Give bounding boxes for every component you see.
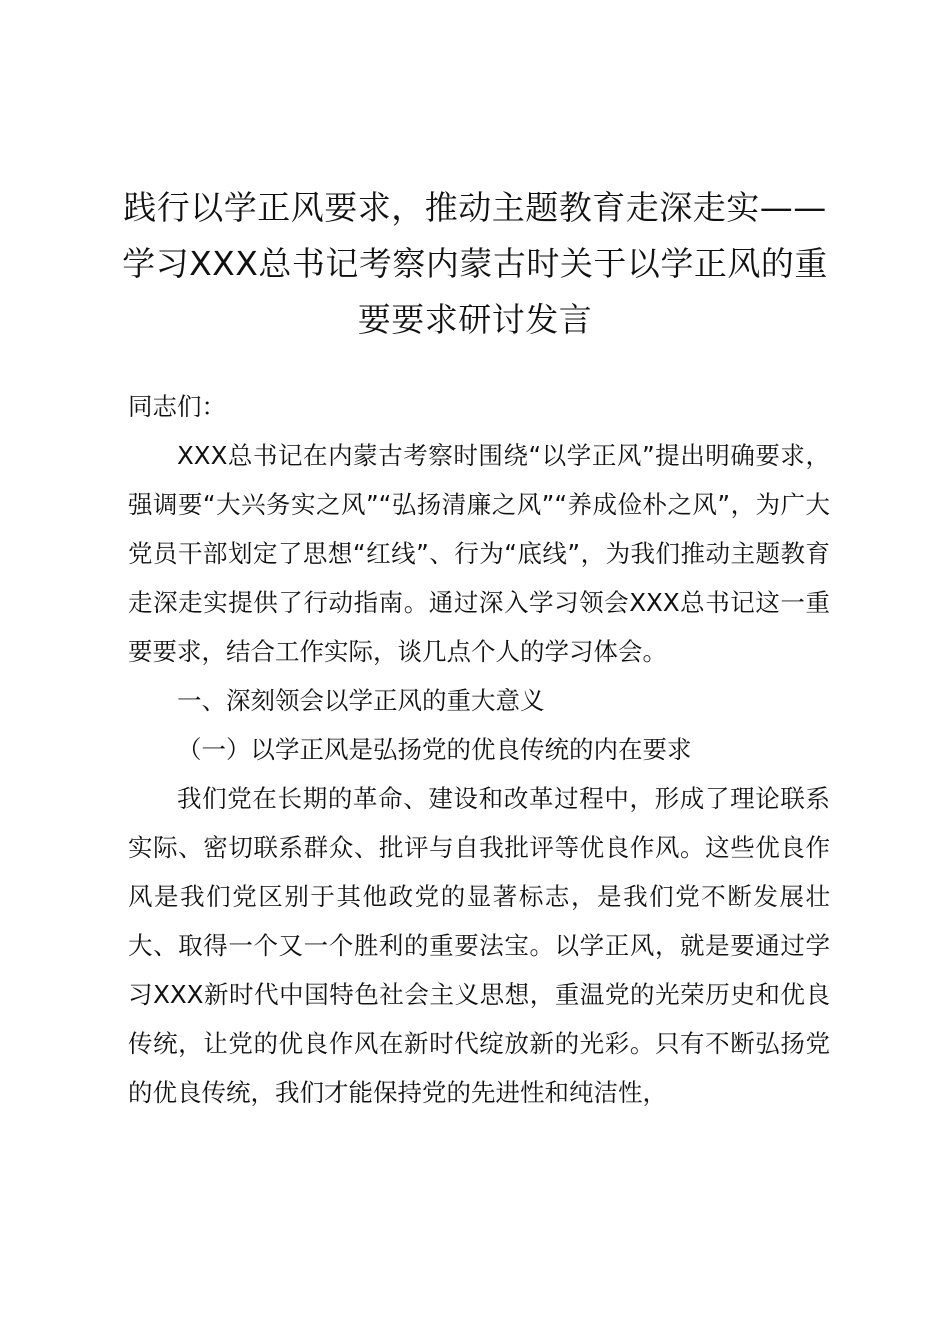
paragraph-body: 我们党在长期的革命、建设和改革过程中，形成了理论联系实际、密切联系群众、批评与自我批评等优良作风。这些优良作风是我们党区别于其他政党的显著标志，是我们党不断发展壮大、取得一个又一个胜利的重要法宝。以学正风，就是要通过学习XXX新时代中国特色社会主义思想，重温党的光荣历史和优良传统，让党的优良作风在新时代绽放新的光彩。只有不断弘扬党的优良传统，我们才能保持党的先进性和纯洁性， <box>128 784 830 1107</box>
document-title: 践行以学正风要求，推动主题教育走深走实——学习XXX总书记考察内蒙古时关于以学正风的重要要求研讨发言 <box>122 188 828 339</box>
document-body <box>128 382 830 1117</box>
section-heading: 一、深刻领会以学正风的重大意义 <box>177 686 545 715</box>
greeting: 同志们： <box>128 392 226 421</box>
paragraph-intro: XXX总书记在内蒙古考察时围绕“以学正风”提出明确要求，强调要“大兴务实之风”“弘扬清廉之风”“养成俭朴之风”，为广大党员干部划定了思想“红线”、行为“底线”，为我们推动主题教育走深走实提供了行动指南。通过深入学习领会XXX总书记这一重要要求，结合工作实际，谈几点个人的学习体会。 <box>128 441 830 666</box>
subsection-heading: （一）以学正风是弘扬党的优良传统的内在要求 <box>177 735 692 764</box>
